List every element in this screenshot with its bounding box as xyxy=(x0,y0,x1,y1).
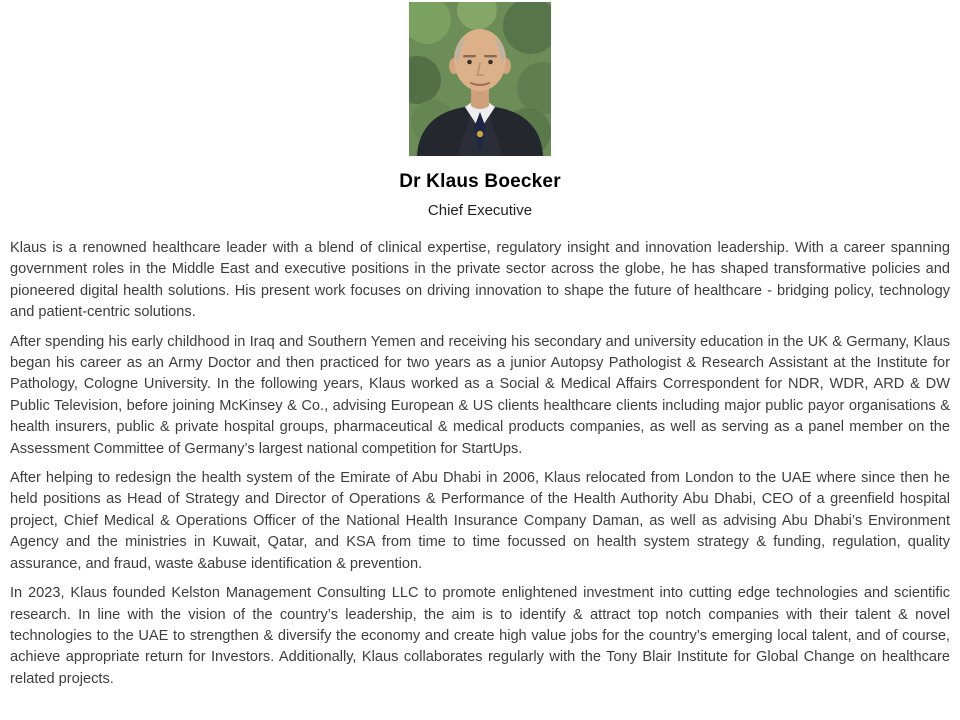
bio-paragraph-4: In 2023, Klaus founded Kelston Management Consulting LLC to promote enlightened investment into cutting edge technologies and scientific research. In line with the vision of the country’s leadership, the aim is to identify & attract top notch companies with their talent & novel technologies to the UAE to strengthen & diversify the economy and create high value jobs for the country’s emerging local talent, and of course, achieve appropriate return for Investors. Additionally, Klaus collaborates regularly with the Tony Blair Institute for Global Change on healthcare related projects. xyxy=(10,585,950,687)
portrait-photo xyxy=(409,2,551,156)
bio-text xyxy=(0,238,960,690)
person-title: Chief Executive xyxy=(427,202,533,219)
portrait-photo-graphic xyxy=(409,2,551,156)
bio-paragraph-2: After spending his early childhood in Iraq and Southern Yemen and receiving his secondary and university education in the UK & Germany, Klaus began his career as an Army Doctor and then practiced for two years as a junior Autopsy Pathologist & Research Assistant at the Institute for Pathology, Cologne University. In the following years, Klaus worked as a Social & Medical Affairs Correspondent for NDR, WDR, ARD & DW Public Television, before joining McKinsey & Co., advising European & US clients healthcare clients including major public payor organisations & health insurers, public & private hospital groups, pharmaceutical & medical products companies, as well as serving as a panel member on the Assessment Committee of Germany’s largest national competition for StartUps. xyxy=(10,333,950,457)
bio-paragraph-1: Klaus is a renowned healthcare leader with a blend of clinical expertise, regulatory insight and innovation leadership. With a career spanning government roles in the Middle East and executive positions in the private sector across the globe, he has shaped transformative policies and pioneered digital health solutions. His present work focuses on driving innovation to shape the future of healthcare - bridging policy, technology and patient-centric solutions. xyxy=(10,240,950,321)
bio-paragraph-3: After helping to redesign the health system of the Emirate of Abu Dhabi in 2006, Klaus relocated from London to the UAE where since then he held positions as Head of Strategy and Director of Operations & Performance of the Health Authority Abu Dhabi, CEO of a greenfield hospital project, Chief Medical & Operations Officer of the National Health Insurance Company Daman, as well as advising Abu Dhabi’s Environment Agency and the ministries in Kuwait, Qatar, and KSA from time to time focussed on health system strategy & funding, regulation, quality assurance, and fraud, waste &abuse identification & prevention. xyxy=(10,470,950,572)
person-name: Dr Klaus Boecker xyxy=(399,171,561,192)
